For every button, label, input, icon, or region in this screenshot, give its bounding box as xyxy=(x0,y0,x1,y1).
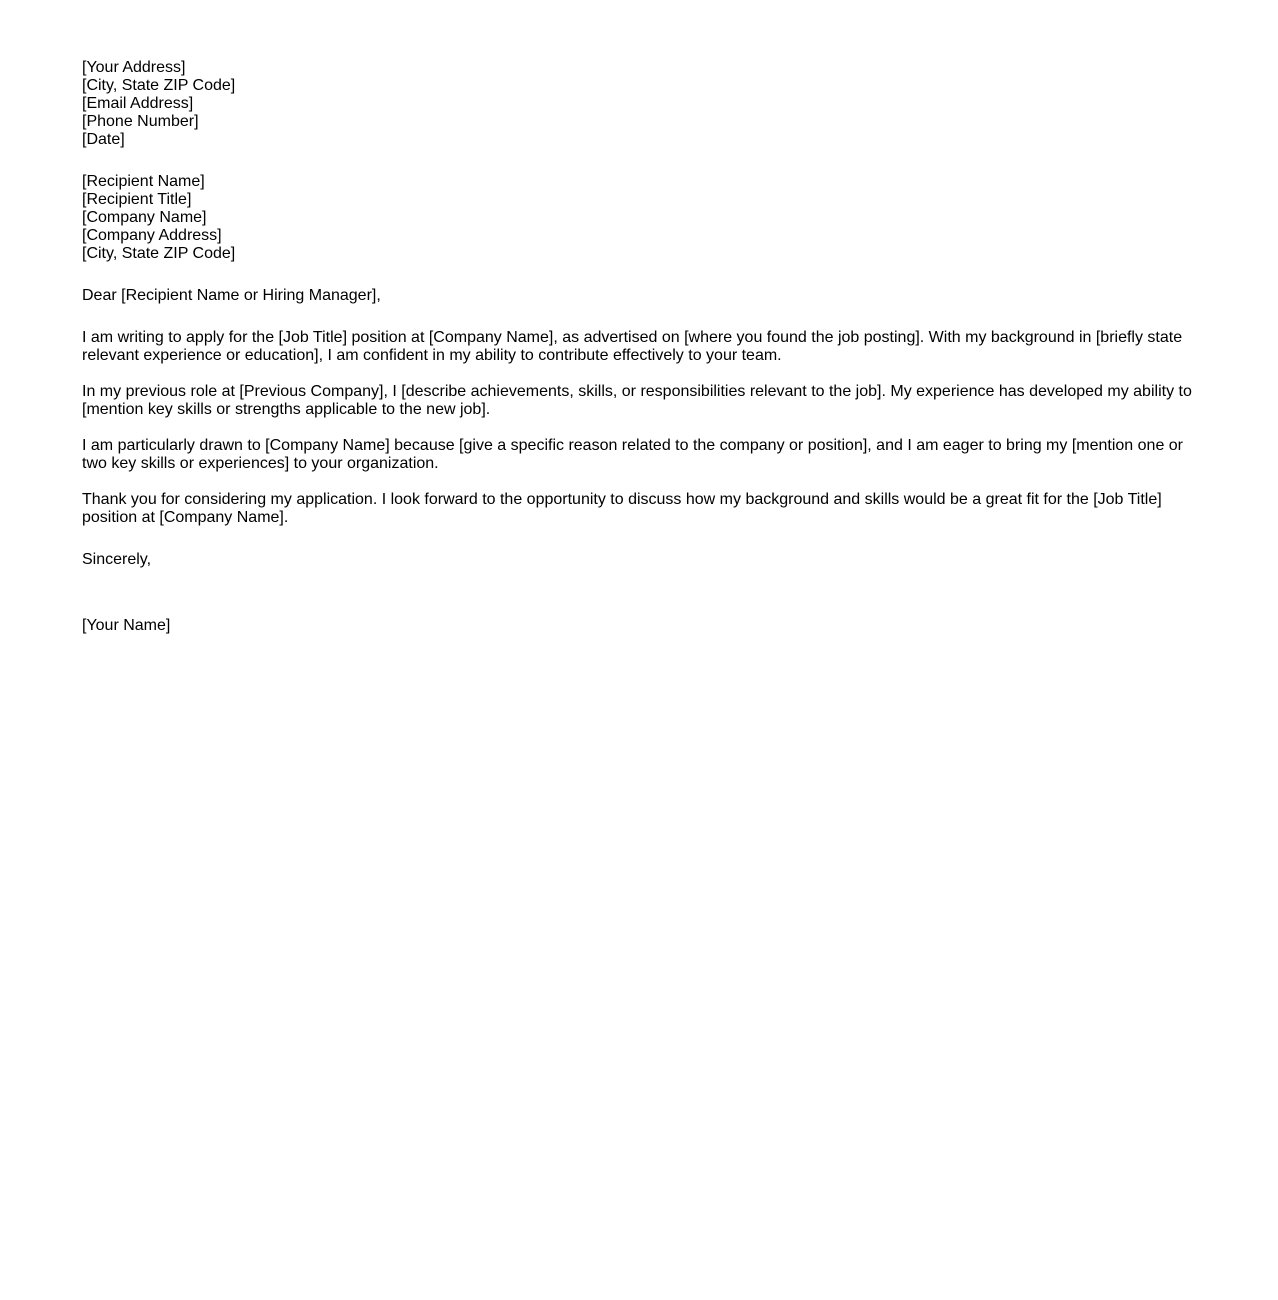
body-paragraph-motivation: I am particularly drawn to [Company Name] because [give a specific reason related to the company or position], and I am eager to bring my [mention one or two key skills or experiences] to your organization. xyxy=(82,437,1184,472)
recipient-company-address: [Company Address] xyxy=(82,227,222,244)
complimentary-close: Sincerely, xyxy=(82,551,152,568)
letter-body xyxy=(82,329,1198,527)
letter-date: [Date] xyxy=(82,131,125,148)
body-paragraph-closing: Thank you for considering my application. I look forward to the opportunity to discuss how my background and skills would be a great fit for the [Job Title] position at [Company Name]. xyxy=(82,491,1162,526)
recipient-company-name: [Company Name] xyxy=(82,209,207,226)
body-paragraph-experience: In my previous role at [Previous Company], I [describe achievements, skills, or responsibilities relevant to the job]. My experience has developed my ability to [mention key skills or strengths applicable to the new job]. xyxy=(82,383,1192,418)
sender-address-block xyxy=(82,59,1198,149)
sender-address: [Your Address] xyxy=(82,59,186,76)
recipient-city-state-zip: [City, State ZIP Code] xyxy=(82,245,236,262)
recipient-title: [Recipient Title] xyxy=(82,191,192,208)
body-paragraph-intro: I am writing to apply for the [Job Title] position at [Company Name], as advertised on [where you found the job posting]. With my background in [briefly state relevant experience or education], I am confident in my ability to contribute effectively to your team. xyxy=(82,329,1183,364)
sender-email: [Email Address] xyxy=(82,95,194,112)
cover-letter-document xyxy=(82,59,1198,635)
recipient-address-block xyxy=(82,173,1198,263)
sender-phone: [Phone Number] xyxy=(82,113,199,130)
sender-city-state-zip: [City, State ZIP Code] xyxy=(82,77,236,94)
salutation: Dear [Recipient Name or Hiring Manager], xyxy=(82,287,381,304)
recipient-name: [Recipient Name] xyxy=(82,173,205,190)
signature-name: [Your Name] xyxy=(82,617,171,634)
